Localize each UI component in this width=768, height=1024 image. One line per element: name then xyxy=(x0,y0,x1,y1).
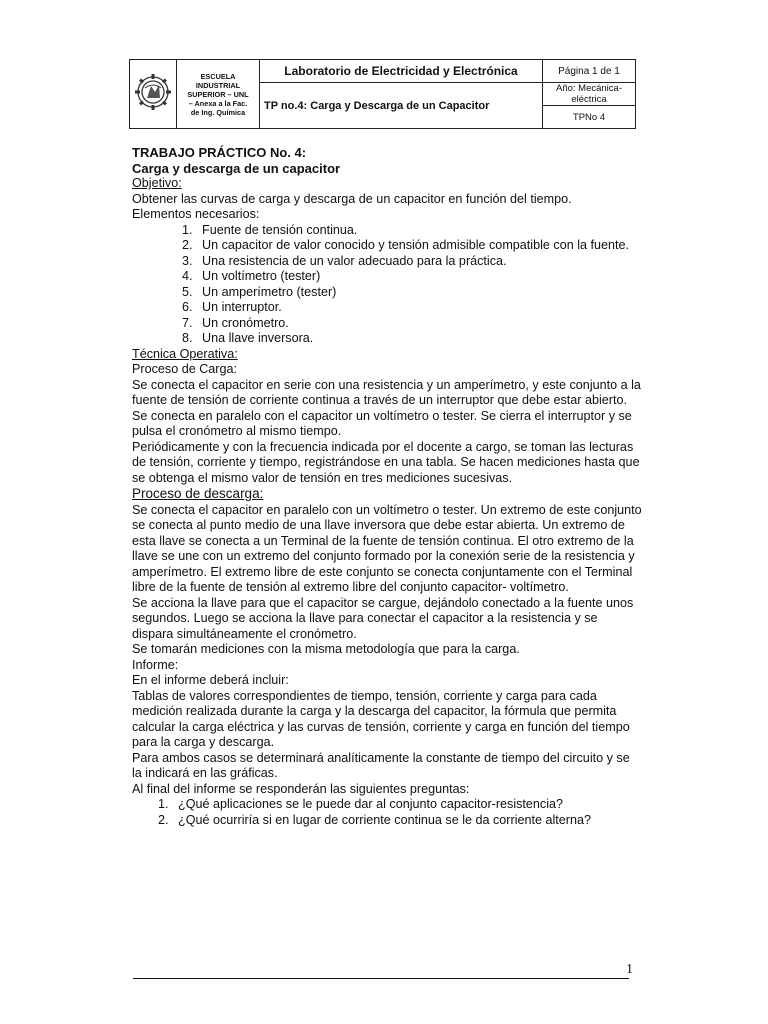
document-body xyxy=(132,145,642,828)
descarga-paragraph-3: Se tomarán mediciones con la misma metodología que para la carga. xyxy=(132,642,520,656)
list-item: 1. Fuente de tensión continua. xyxy=(196,223,642,239)
gear-logo-icon xyxy=(133,72,173,112)
carga-paragraph-2: Periódicamente y con la frecuencia indicada por el docente a cargo, se toman las lecturas de tensión, corriente y tiempo, registrándose en una tabla. Se hacen mediciones hasta que se obtenga el mismo valor de tensión en tres mediciones sucesivas. xyxy=(132,439,640,485)
footer-divider xyxy=(133,978,629,979)
heading-tp: TRABAJO PRÁCTICO No. 4: xyxy=(132,145,307,160)
informe-label: Informe: xyxy=(132,657,179,672)
tecnica-label: Técnica Operativa: xyxy=(132,346,238,361)
list-item: 7. Un cronómetro. xyxy=(196,316,642,332)
objetivo-label: Objetivo: xyxy=(132,176,182,190)
list-item: 6. Un interruptor. xyxy=(196,300,642,316)
page-label: Página 1 de 1 xyxy=(543,60,636,83)
elementos-list xyxy=(132,223,642,347)
descarga-paragraph-1: Se conecta el capacitor en paralelo con un voltímetro o tester. Un extremo de este conjunto se conecta al punto medio de una llave inversora que debe estar abierta. Un extremo de esta llave se conecta a un Terminal de la fuente de tensión continua. El otro extremo de la llave se une con un extremo del conjunto formado por la conexión serie de la resistencia y amperímetro. El extremo libre de este conjunto se conecta conjuntamente con el Terminal libre de la fuente de tensión al extremo libre del conjunto capacitor- voltímetro. xyxy=(132,502,642,594)
lab-title: Laboratorio de Electricidad y Electrónica xyxy=(260,60,543,83)
list-item: 2. ¿Qué ocurriría si en lugar de corriente continua se le da corriente alterna? xyxy=(172,813,642,829)
list-item: 1. ¿Qué aplicaciones se le puede dar al conjunto capacitor-resistencia? xyxy=(172,797,642,813)
informe-paragraph-2: Tablas de valores correspondientes de tiempo, tensión, corriente y carga para cada medición realizada durante la carga y la descarga del capacitor, la fórmula que permita calcular la carga eléctrica y las curvas de tensión, corriente y carga en función del tiempo para la carga y descarga. xyxy=(132,688,630,749)
heading-subject: Carga y descarga de un capacitor xyxy=(132,160,341,176)
school-name: ESCUELA INDUSTRIAL SUPERIOR – UNL – Anexa a la Fac. de Ing. Química xyxy=(177,60,260,129)
year-label: Año: Mecánica-eléctrica xyxy=(543,83,636,106)
preguntas-list xyxy=(132,797,642,828)
carga-label: Proceso de Carga: xyxy=(132,362,238,376)
carga-paragraph-1: Se conecta el capacitor en serie con una resistencia y un amperímetro, y este conjunto a la fuente de tensión de corriente continua a través de un interruptor que debe estar abierto. Se conecta en paralelo con el capacitor un voltímetro o tester. Se cierra el interruptor y se pulsa el cronómetro al mismo tiempo. xyxy=(132,377,641,438)
list-item: 3. Una resistencia de un valor adecuado para la práctica. xyxy=(196,254,642,270)
tp-code: TPNo 4 xyxy=(543,106,636,129)
objetivo-text: Obtener las curvas de carga y descarga de un capacitor en función del tiempo. xyxy=(132,191,572,206)
descarga-paragraph-2: Se acciona la llave para que el capacitor se cargue, dejándolo conectado a la fuente unos segundos. Luego se acciona la llave para conectar el capacitor a la resistencia y se dispara simultáneamente el cronómetro. xyxy=(132,595,634,641)
list-item: 8. Una llave inversora. xyxy=(196,331,642,347)
list-item: 4. Un voltímetro (tester) xyxy=(196,269,642,285)
elementos-label: Elementos necesarios: xyxy=(132,207,260,221)
informe-paragraph-4: Al final del informe se responderán las siguientes preguntas: xyxy=(132,781,470,796)
page-number: 1 xyxy=(626,962,633,977)
tp-title: TP no.4: Carga y Descarga de un Capacitor xyxy=(260,83,543,129)
informe-paragraph-1: En el informe deberá incluir: xyxy=(132,673,289,687)
document-header xyxy=(129,59,636,129)
list-item: 5. Un amperímetro (tester) xyxy=(196,285,642,301)
descarga-label: Proceso de descarga: xyxy=(132,486,264,501)
informe-paragraph-3: Para ambos casos se determinará analíticamente la constante de tiempo del circuito y se la indicará en las gráficas. xyxy=(132,750,630,780)
school-logo-cell xyxy=(130,60,177,129)
list-item: 2. Un capacitor de valor conocido y tensión admisible compatible con la fuente. xyxy=(196,238,642,254)
